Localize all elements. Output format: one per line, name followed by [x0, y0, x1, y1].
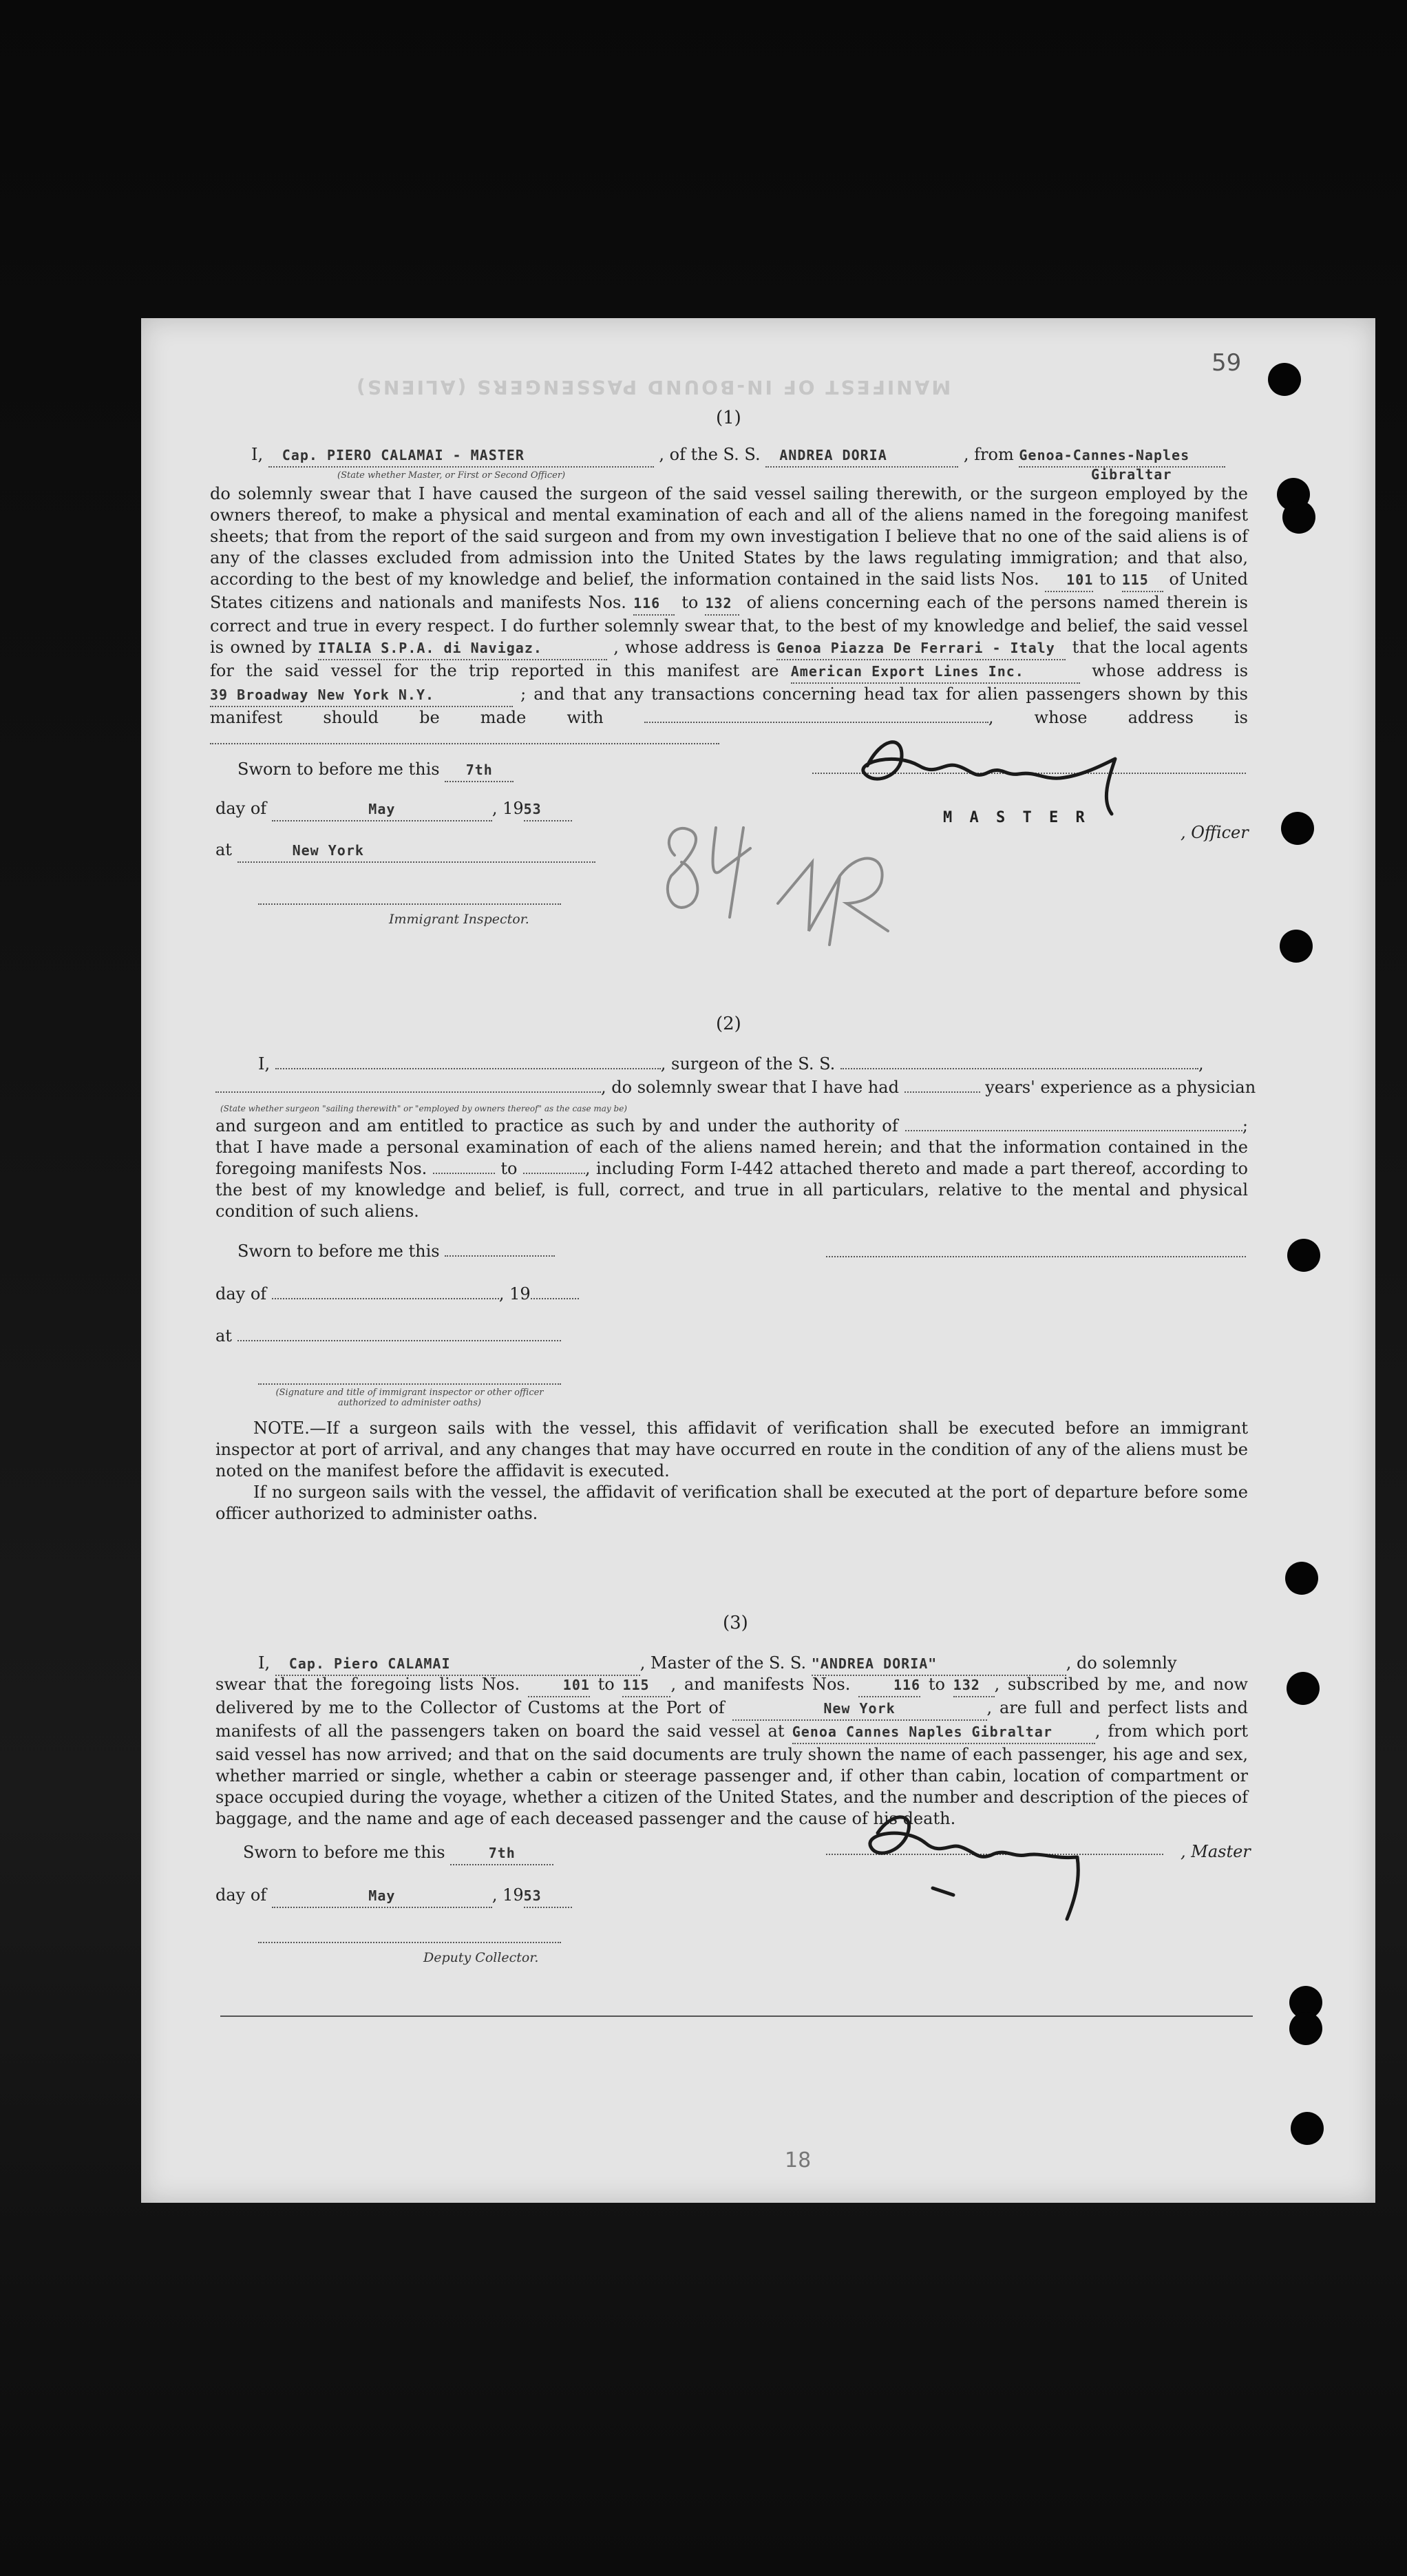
s1-date-line: day of May , 1953 — [215, 798, 572, 821]
s1-owner-address: Genoa Piazza De Ferrari - Italy — [776, 638, 1066, 660]
svg-text:824 HR: 824 HR — [654, 800, 657, 801]
s1-officer-label: , Officer — [1181, 823, 1249, 842]
s2-at-line: at — [215, 1326, 561, 1347]
s1-ship-label: , of the S. S. — [659, 445, 761, 464]
punch-hole — [1282, 501, 1315, 534]
s1-paragraph: do solemnly swear that I have caused the surgeon of the said vessel sailing therewith, or the surgeon employed by the owners thereof, to make a physical and mental examination of each and all of the aliens named in the foregoing manifest sheets; that from the report of the said surgeon and from my own investigation I believe that no one of the said aliens is of any of the classes excluded from admission into the United States by the laws regulating immigration; and that also, according to the best of my knowledge and belief, the information contained in the said lists Nos. 101 to 115 of United States citizens and nationals and manifests Nos. 116 to 132 of aliens concerning each of the persons named therein is correct and true in every respect. I do further solemnly swear that, to the best of my knowledge and belief, the said vessel is owned by ITALIA S.P.A. di Navigaz. , whose address is Genoa Piazza De Ferrari - Italy that the local agents for the said vessel for the trip reported in this manifest are American Export Lines Inc. whose address is 39 Broadway New York N.Y. ; and that any transactions concerning head tax for alien passengers shown by this manifest should be made with , whose address is — [210, 483, 1248, 750]
s1-from-label: , from — [963, 445, 1014, 464]
s1-manifests-to: 132 — [705, 593, 739, 616]
s3-lists-to: 115 — [622, 1675, 670, 1697]
page-number-mark: 59 — [1212, 349, 1242, 377]
bottom-rule — [220, 2015, 1253, 2017]
s1-inspector-line — [258, 903, 561, 905]
punch-hole — [1287, 1672, 1320, 1705]
s1-month: May — [272, 799, 492, 821]
s1-officer-name: Cap. PIERO CALAMAI - MASTER — [268, 445, 654, 468]
page-number-bottom: 18 — [785, 2148, 812, 2172]
s3-paragraph: swear that the foregoing lists Nos. 101 to 115 , and manifests Nos. 116 to 132 , subscribed by me, and now delivered by me to the Collector of Customs at the Port of New York , are full and perfect lists and manifests of all the passengers taken on board the said vessel at Genoa Cannes Naples Gibraltar , from which port said vessel has now arrived; and that on the said documents are truly shown the name of each passenger, his age and sex, whether married or single, whether a cabin or steerage passenger and, if other than cabin, location of compartment or space occupied during the voyage, whether a citizen of the United States, and the number and description of the pieces of baggage, and the name and age of each deceased passenger and the cause of his death. — [215, 1675, 1248, 1828]
s3-master-suffix: , Master — [1181, 1842, 1251, 1861]
s3-year: 53 — [524, 1885, 572, 1908]
master-signature-2 — [857, 1805, 1174, 1923]
s3-collector-line — [258, 1942, 561, 1943]
s2-date-line: day of , 19 — [215, 1284, 579, 1305]
s3-ship: "ANDREA DORIA" — [812, 1653, 1066, 1676]
s2-signature-line — [826, 1256, 1246, 1257]
s3-date-line: day of May , 1953 — [215, 1885, 572, 1908]
manifest-page — [141, 318, 1375, 2203]
s3-man-to: 132 — [953, 1675, 995, 1697]
s2-officer-line — [258, 1383, 561, 1385]
s3-port: New York — [732, 1698, 987, 1721]
punch-hole — [1287, 1239, 1320, 1272]
s1-agents: American Export Lines Inc. — [791, 661, 1080, 684]
s1-inspector-caption: Immigrant Inspector. — [389, 912, 529, 927]
s3-oath-line: I, Cap. Piero CALAMAI , Master of the S. S. "ANDREA DORIA" , do solemnly — [258, 1653, 1177, 1676]
section-1-number: (1) — [716, 408, 741, 428]
s2-oath-line: I, , surgeon of the S. S. , — [258, 1054, 1204, 1074]
s1-officer-caption: (State whether Master, or First or Second Officer) — [337, 470, 566, 481]
s1-master-stamp: M A S T E R — [943, 809, 1089, 826]
s2-note-2: If no surgeon sails with the vessel, the affidavit of verification shall be executed at the port of departure before some officer authorized to administer oaths. — [215, 1483, 1248, 1523]
pencil-annotation — [654, 800, 943, 959]
s1-ports-cont: Gibraltar — [1091, 466, 1172, 483]
s2-oath-line-2: , do solemnly swear that I have had years' experience as a physician — [215, 1077, 1256, 1098]
s3-sworn-line: Sworn to before me this 7th — [243, 1842, 553, 1865]
s1-year: 53 — [524, 799, 572, 821]
punch-hole — [1281, 812, 1314, 845]
s1-at-line: at New York — [215, 839, 595, 863]
section-3-number: (3) — [723, 1613, 748, 1633]
s1-sworn-day: 7th — [445, 760, 514, 782]
s1-ship-name: ANDREA DORIA — [765, 445, 958, 468]
s2-caption: (State whether surgeon "sailing therewith" or "employed by owners thereof" as the case may be) — [220, 1104, 627, 1113]
s1-owner: ITALIA S.P.A. di Navigaz. — [318, 638, 607, 660]
s2-paragraph: and surgeon and am entitled to practice as such by and under the authority of ; that I have made a personal examination of each of the aliens named herein; and that the information contained in the foregoing manifests Nos. to , including Form I-442 attached thereto and made a part thereof, according to the best of my knowledge and belief, is full, correct, and true in all particulars, relative to the mental and physical condition of such aliens. — [215, 1116, 1249, 1221]
punch-hole — [1280, 930, 1313, 963]
s3-lists-from: 101 — [528, 1675, 590, 1697]
s3-collector-caption: Deputy Collector. — [423, 1950, 539, 1965]
s1-oath-line — [251, 444, 1225, 468]
s2-sworn-line: Sworn to before me this — [237, 1241, 555, 1262]
s2-signature-caption: (Signature and title of immigrant inspector or other officer authorized to administer oaths) — [275, 1388, 544, 1408]
s1-lists-from: 101 — [1045, 569, 1093, 592]
s3-man-from: 116 — [858, 1675, 920, 1697]
s3-sworn-day: 7th — [450, 1843, 553, 1865]
s1-lists-to: 115 — [1122, 569, 1163, 592]
punch-hole — [1268, 363, 1301, 396]
s1-place: New York — [237, 840, 595, 863]
section-2-number: (2) — [716, 1014, 741, 1034]
s3-month: May — [272, 1885, 492, 1908]
punch-hole — [1289, 2012, 1322, 2045]
s3-ports: Genoa Cannes Naples Gibraltar — [792, 1721, 1095, 1744]
s1-ports: Genoa-Cannes-Naples — [1019, 445, 1225, 468]
punch-hole — [1285, 1562, 1318, 1595]
s3-name: Cap. Piero CALAMAI — [275, 1653, 640, 1676]
s2-note: NOTE.—If a surgeon sails with the vessel, this affidavit of verification shall be executed before an immigrant inspector at port of arrival, and any changes that may have occurred en route in the condition of any of the aliens must be noted on the manifest before the affidavit is executed. — [215, 1418, 1248, 1480]
s1-prefix: I, — [251, 445, 264, 464]
bleed-through-header: MANIFEST OF IN-BOUND PASSENGERS (ALIENS) — [355, 376, 951, 399]
s1-sworn-line: Sworn to before me this 7th — [237, 759, 514, 782]
punch-hole — [1291, 2112, 1324, 2145]
s1-agents-address: 39 Broadway New York N.Y. — [210, 684, 513, 707]
s1-manifests-from: 116 — [633, 593, 675, 616]
